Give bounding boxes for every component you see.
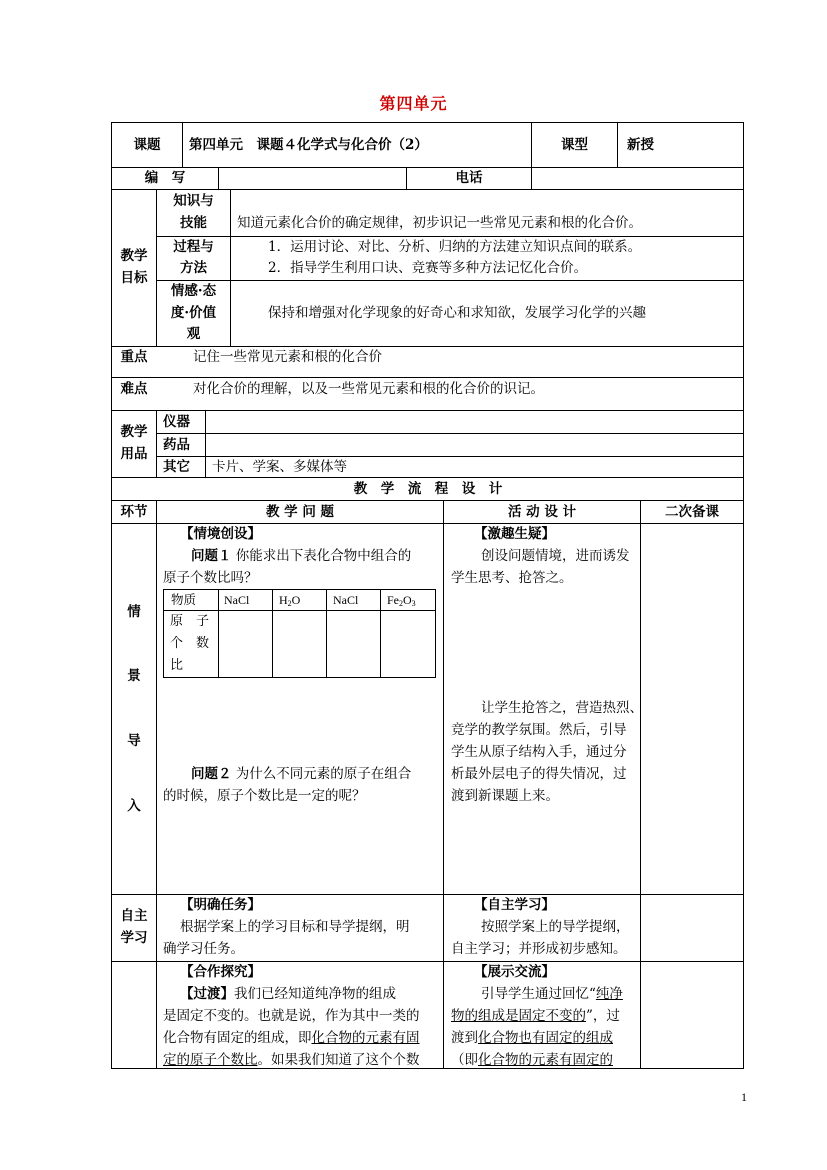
materials-label-2: 用品	[120, 446, 148, 462]
intro-a-text-1: 创设问题情境，进而诱发	[481, 548, 630, 564]
coop-a-text-4b: 化合物的元素有固定的	[478, 1052, 613, 1068]
emotion-label-3: 观	[186, 326, 201, 342]
intro-stage-char-3: 导	[127, 733, 141, 749]
materials-label-1: 教学	[120, 424, 148, 440]
coop-a-text-2a: 物的组成是固定不变的	[451, 1008, 586, 1024]
self-study-stage-2: 学习	[120, 930, 148, 946]
process-text-2: 2．指导学生利用口诀、竞赛等多种方法记忆化合价。	[268, 260, 588, 276]
knowledge-label-1: 知识与	[173, 193, 214, 209]
coop-q-text-3b: 化合物的元素有固	[311, 1030, 420, 1046]
lesson-value: 第四单元 课题４化学式与化合价（2）	[189, 137, 428, 153]
intro-a2-text-1: 让学生抢答之，营造热烈、	[481, 700, 643, 716]
type-value: 新授	[627, 137, 654, 153]
goals-label-2: 目标	[120, 270, 148, 286]
coop-q-text-4b: 。如果我们知道了这个个数	[257, 1052, 420, 1068]
intro-a2-text-5: 渡到新课题上来。	[451, 788, 559, 804]
intro-a2-text-2: 竞学的教学氛围。然后，引导	[451, 722, 627, 738]
intro-a2-text-3: 学生从原子结构入手，通过分	[451, 744, 627, 760]
knowledge-label-2: 技能	[180, 215, 207, 231]
difficulty-label: 难点	[120, 381, 148, 397]
knowledge-text: 知道元素化合价的确定规律，初步识记一些常见元素和根的化合价。	[237, 215, 642, 231]
q1-text-1: 你能求出下表化合物中组合的	[235, 548, 412, 564]
lesson-label: 课题	[133, 137, 161, 153]
q1-text-2: 原子个数比吗？	[163, 570, 258, 586]
key-point-label: 重点	[120, 349, 148, 365]
key-point-text: 记住一些常见元素和根的化合价	[193, 349, 382, 365]
coop-q-heading: 【合作探究】	[180, 964, 261, 980]
intro-a-text-2: 学生思考、抢答之。	[451, 570, 573, 586]
table-header-h2o: $H_2O$	[279, 593, 301, 608]
intro-stage-char-4: 入	[127, 798, 141, 814]
table-row-label-2: 个 数	[170, 636, 210, 651]
other-text: 卡片、学案、多媒体等	[212, 459, 347, 475]
self-study-q-text-1: 根据学案上的学习目标和导学提纲，明	[180, 919, 410, 935]
col-activity: 活 动 设 计	[507, 504, 577, 520]
intro-a-heading: 【激趣生疑】	[474, 526, 555, 542]
self-study-stage-1: 自主	[120, 908, 148, 924]
coop-q-text-4a: 定的原子个数比	[163, 1052, 258, 1068]
q2-label: 问题２	[191, 766, 232, 782]
phone-label: 电话	[455, 170, 483, 186]
col-stage: 环节	[120, 504, 148, 520]
emotion-label-2: 度·价值	[170, 305, 217, 321]
coop-a-text-2b: ”，过	[586, 1008, 620, 1024]
self-study-a-text-1: 按照学案上的导学提纲，	[481, 919, 630, 935]
process-label-1: 过程与	[173, 239, 214, 255]
coop-a-text-3a: 渡到	[451, 1030, 478, 1046]
coop-q-text-2: 是固定不变的。也就是说，作为其中一类的	[163, 1008, 420, 1024]
q2-text-2: 的时候，原子个数比是一定的呢？	[163, 788, 366, 804]
goals-label-1: 教学	[120, 248, 148, 264]
intro-stage-char-2: 景	[127, 668, 141, 684]
coop-q-text-1: 我们已经知道纯净物的组成	[234, 986, 396, 1002]
coop-q-text-3a: 化合物有固定的组成，即	[163, 1030, 312, 1046]
type-label: 课型	[561, 137, 588, 153]
intro-a2-text-4: 析最外层电子的得失情况，过	[451, 766, 627, 782]
process-text-1: 1．运用讨论、对比、分析、归纳的方法建立知识点间的联系。	[268, 239, 642, 255]
col-second: 二次备课	[665, 504, 719, 520]
table-row-label-1: 原 子	[170, 614, 210, 629]
self-study-q-text-2: 确学习任务。	[163, 941, 244, 957]
coop-a-text-1a: 引导学生通过回忆“	[481, 986, 596, 1002]
process-label-2: 方法	[180, 260, 207, 276]
col-question: 教 学 问 题	[265, 504, 335, 520]
medicine-label: 药品	[163, 437, 190, 453]
page-number: 1	[741, 1090, 747, 1104]
self-study-q-heading: 【明确任务】	[180, 897, 261, 913]
other-label: 其它	[163, 459, 190, 475]
table-header-nacl-2: NaCl	[333, 593, 359, 607]
table-header-substance: 物质	[171, 592, 197, 607]
coop-a-heading: 【展示交流】	[474, 964, 555, 980]
page-title: 第四单元	[379, 94, 448, 113]
emotion-label-1: 情感·态	[170, 283, 217, 299]
table-header-fe2o3: $Fe_2O_3$	[387, 593, 416, 608]
intro-q-heading: 【情境创设】	[180, 526, 261, 542]
coop-a-text-1b: 纯净	[595, 986, 623, 1002]
author-label: 编 写	[144, 170, 186, 186]
coop-a-text-3b: 化合物也有固定的组成	[478, 1030, 613, 1046]
instrument-label: 仪器	[163, 414, 190, 430]
self-study-a-heading: 【自主学习】	[474, 897, 555, 913]
intro-stage-char-1: 情	[127, 604, 141, 620]
emotion-text: 保持和增强对化学现象的好奇心和求知欲，发展学习化学的兴趣	[268, 305, 646, 321]
coop-a-text-4a: （即	[451, 1052, 478, 1068]
flow-title: 教 学 流 程 设 计	[353, 481, 503, 497]
difficulty-text: 对化合价的理解，以及一些常见元素和根的化合价的识记。	[193, 381, 544, 397]
table-header-nacl-1: NaCl	[224, 593, 250, 607]
q1-label: 问题１	[191, 548, 232, 564]
q2-text-1: 为什么不同元素的原子在组合	[235, 766, 412, 782]
coop-q-transition: 【过渡】	[180, 986, 234, 1002]
self-study-a-text-2: 自主学习；并形成初步感知。	[451, 941, 627, 957]
table-row-label-3: 比	[170, 658, 184, 673]
